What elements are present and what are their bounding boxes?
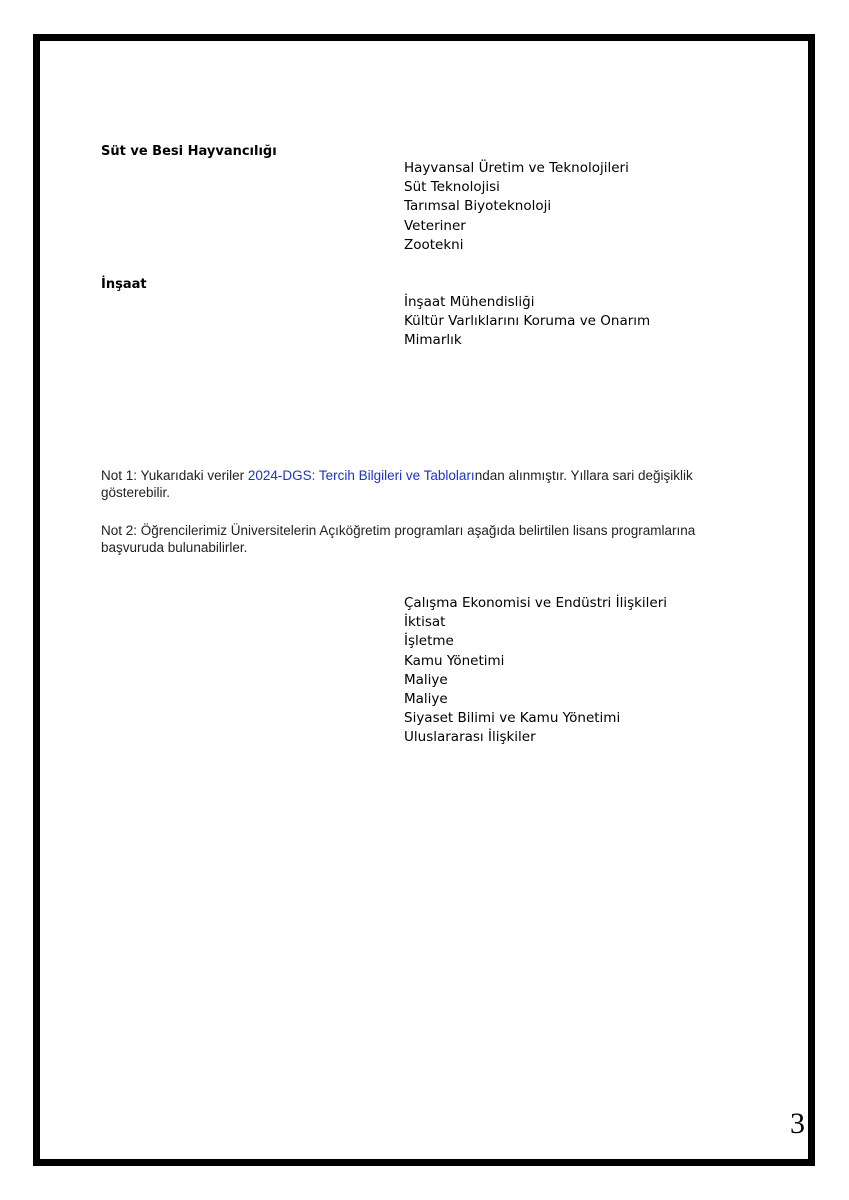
program-item: Hayvansal Üretim ve Teknolojileri <box>404 160 629 176</box>
section-heading-insaat: İnşaat <box>101 277 147 292</box>
program-item: Maliye <box>404 671 448 688</box>
program-list-insaat <box>404 293 650 351</box>
program-item: Tarımsal Biyoteknoloji <box>404 198 552 215</box>
program-item: İktisat <box>404 614 446 631</box>
note-1-prefix: Not 1: Yukarıdaki veriler <box>101 468 248 483</box>
program-list-sut-ve-besi <box>404 159 629 255</box>
dgs-tercih-link[interactable]: 2024-DGS: Tercih Bilgileri ve Tabloları <box>247 468 475 483</box>
program-item: Çalışma Ekonomisi ve Endüstri İlişkileri <box>404 595 668 611</box>
section-heading-sut-ve-besi: Süt ve Besi Hayvancılığı <box>101 144 277 159</box>
note-1-suffix: ndan alınmıştır. Yıllara sari değişiklik gösterebilir. <box>101 468 693 500</box>
program-item: Veteriner <box>404 217 466 234</box>
program-item: Zootekni <box>404 236 464 253</box>
program-item: İşletme <box>404 633 454 650</box>
program-item: Kamu Yönetimi <box>404 652 505 669</box>
program-item: Siyaset Bilimi ve Kamu Yönetimi <box>404 710 621 727</box>
page-number: 3 <box>790 1107 805 1140</box>
program-item: Süt Teknolojisi <box>404 179 500 196</box>
note-2: Not 2: Öğrencilerimiz Üniversitelerin Açıköğretim programları aşağıda belirtilen lisans programlarına başvuruda bulunabilirler. <box>101 523 696 555</box>
note-1 <box>101 467 751 501</box>
program-item: Kültür Varlıklarını Koruma ve Onarım <box>404 313 651 330</box>
program-item: İnşaat Mühendisliği <box>404 294 535 310</box>
program-item: Uluslararası İlişkiler <box>404 729 536 746</box>
program-list-open-education <box>404 594 667 748</box>
program-item: Mimarlık <box>404 332 462 349</box>
program-item: Maliye <box>404 691 448 708</box>
